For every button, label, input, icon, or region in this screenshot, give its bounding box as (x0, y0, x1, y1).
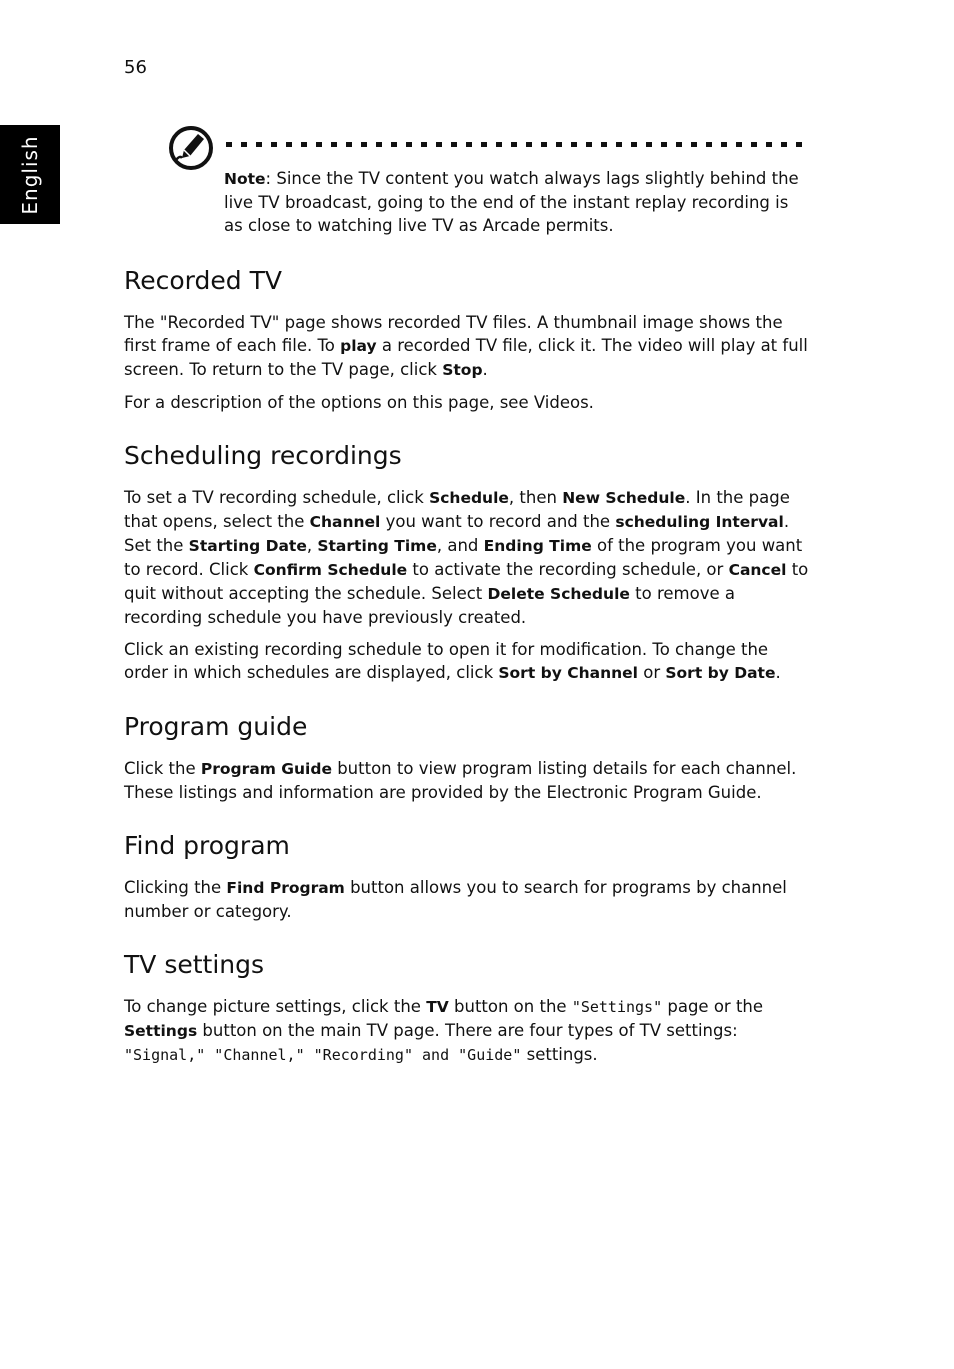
text-run: settings. (521, 1045, 598, 1064)
section-tv-settings (124, 948, 810, 1067)
text-run: you want to record and the (380, 512, 616, 531)
section-scheduling-recordings (124, 439, 810, 685)
text-run: To set a TV recording schedule, click (124, 488, 430, 507)
note-divider (226, 142, 810, 147)
term-delete-schedule: Delete Schedule (487, 585, 630, 603)
text-run: Click the (124, 759, 201, 778)
text-run: button allows you to search for programs by channel number or category. (124, 878, 787, 921)
text-run: Click an existing recording schedule to open it for modification. To change the order in which schedules are displayed, click (124, 640, 769, 682)
note-body: : Since the TV content you watch always lags slightly behind the live TV broadcast, going to the end of the instant replay recording is as close to watching live TV as Arcade permits. (224, 169, 799, 235)
paragraph (124, 995, 810, 1067)
term-starting-time: Starting Time (317, 537, 437, 555)
text-run: button on the (448, 997, 572, 1016)
quoted-setting-types: "Signal," "Channel," "Recording" and "Guide" (124, 1046, 522, 1064)
page-number: 56 (124, 57, 147, 78)
term-cancel: Cancel (728, 561, 787, 579)
paragraph (124, 486, 810, 629)
text-run: , then (508, 488, 563, 507)
text-run: to activate the recording schedule, or (407, 560, 729, 579)
section-program-guide (124, 710, 810, 804)
text-run: button to view program listing details for each channel. These listings and information are provided by the Electronic Program Guide. (124, 759, 797, 802)
term-program-guide: Program Guide (200, 760, 332, 778)
paragraph: For a description of the options on this page, see Videos. (124, 393, 594, 412)
section-recorded-tv (124, 264, 810, 414)
paragraph (124, 311, 810, 382)
text-run: . (482, 360, 488, 379)
text-run: . Set the (124, 512, 790, 555)
quoted-settings: "Settings" (571, 998, 663, 1016)
section-find-program (124, 829, 810, 923)
language-tab-label: English (18, 134, 42, 215)
text-run: , (306, 536, 318, 555)
text-run: , and (436, 536, 484, 555)
heading-program-guide: Program guide (124, 712, 308, 741)
term-channel: Channel (309, 513, 381, 531)
term-stop: Stop (442, 361, 483, 379)
paragraph (124, 876, 810, 923)
note-pen-icon (168, 125, 214, 171)
note-label: Note (224, 170, 266, 188)
language-tab (0, 125, 60, 224)
main-content (124, 264, 810, 1092)
text-run: to remove a recording schedule you have previously created. (124, 584, 735, 627)
text-run: button on the main TV page. There are four types of TV settings: (197, 1021, 738, 1040)
heading-tv-settings: TV settings (124, 950, 265, 979)
term-find-program: Find Program (226, 879, 345, 897)
heading-scheduling-recordings: Scheduling recordings (124, 441, 402, 470)
text-run: Clicking the (124, 878, 227, 897)
text-run: . (775, 663, 781, 682)
term-new-schedule: New Schedule (562, 489, 686, 507)
paragraph (124, 638, 810, 685)
term-confirm-schedule: Confirm Schedule (253, 561, 408, 579)
term-starting-date: Starting Date (188, 537, 307, 555)
text-run: page or the (662, 997, 764, 1016)
term-settings: Settings (124, 1022, 198, 1040)
term-schedule: Schedule (429, 489, 509, 507)
term-scheduling-interval: scheduling Interval (615, 513, 784, 531)
term-ending-time: Ending Time (483, 537, 592, 555)
text-run: To change picture settings, click the (124, 997, 427, 1016)
text-run: of the program you want to record. Click (124, 536, 803, 579)
text-run: or (638, 663, 666, 682)
heading-find-program: Find program (124, 831, 290, 860)
paragraph (124, 757, 810, 804)
note-text (224, 167, 810, 237)
term-sort-by-date: Sort by Date (665, 664, 776, 682)
term-sort-by-channel: Sort by Channel (498, 664, 638, 682)
term-tv: TV (426, 998, 449, 1016)
text-run: a recorded TV file, click it. The video will play at full screen. To return to the TV page, click (124, 336, 808, 379)
text-run: The "Recorded TV" page shows recorded TV files. A thumbnail image shows the first frame of each file. To (124, 313, 783, 355)
heading-recorded-tv: Recorded TV (124, 266, 282, 295)
text-run: to quit without accepting the schedule. Select (124, 560, 809, 603)
term-play: play (340, 337, 377, 355)
text-run: . In the page that opens, select the (124, 488, 790, 531)
